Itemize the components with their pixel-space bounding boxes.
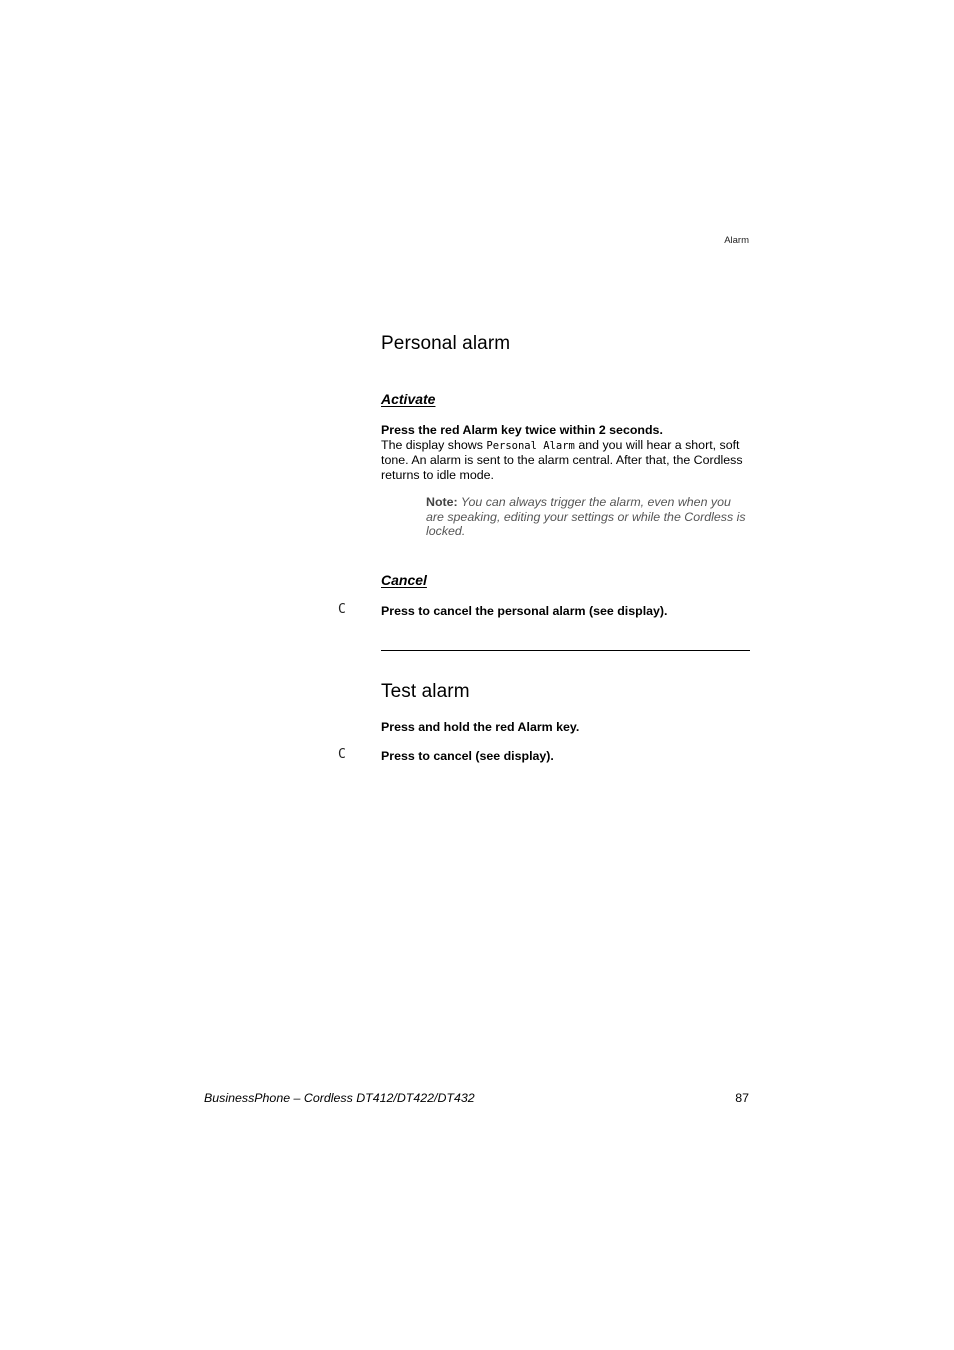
section-divider	[381, 650, 750, 651]
c-key-icon: C	[338, 747, 346, 762]
activate-desc-after: and you will hear a short, soft tone. An alarm is sent to the alarm central. After that, the Cordless returns to idle mode.	[381, 437, 743, 482]
activate-desc-before: The display shows	[381, 437, 487, 452]
c-key-icon: C	[338, 602, 346, 617]
test-alarm-cancel-instruction: Press to cancel (see display).	[381, 749, 554, 763]
footer-product-name: BusinessPhone – Cordless DT412/DT422/DT432	[204, 1091, 475, 1105]
activate-description	[381, 438, 751, 483]
test-alarm-instruction: Press and hold the red Alarm key.	[381, 720, 580, 734]
subsection-title-cancel: Cancel	[381, 572, 427, 588]
note-text: You can always trigger the alarm, even when you are speaking, editing your settings or while the Cordless is locked.	[426, 495, 746, 538]
note-block	[426, 495, 751, 539]
activate-block	[381, 423, 751, 482]
section-title-test-alarm: Test alarm	[381, 681, 470, 702]
display-text-personal-alarm: Personal Alarm	[486, 439, 575, 452]
section-title-personal-alarm: Personal alarm	[381, 333, 511, 354]
subsection-title-activate: Activate	[381, 391, 436, 407]
activate-instruction: Press the red Alarm key twice within 2 seconds.	[381, 423, 663, 437]
cancel-instruction: Press to cancel the personal alarm (see display).	[381, 604, 668, 618]
note-label: Note:	[426, 495, 458, 509]
running-head: Alarm	[724, 235, 749, 246]
footer-page-number: 87	[735, 1091, 749, 1105]
